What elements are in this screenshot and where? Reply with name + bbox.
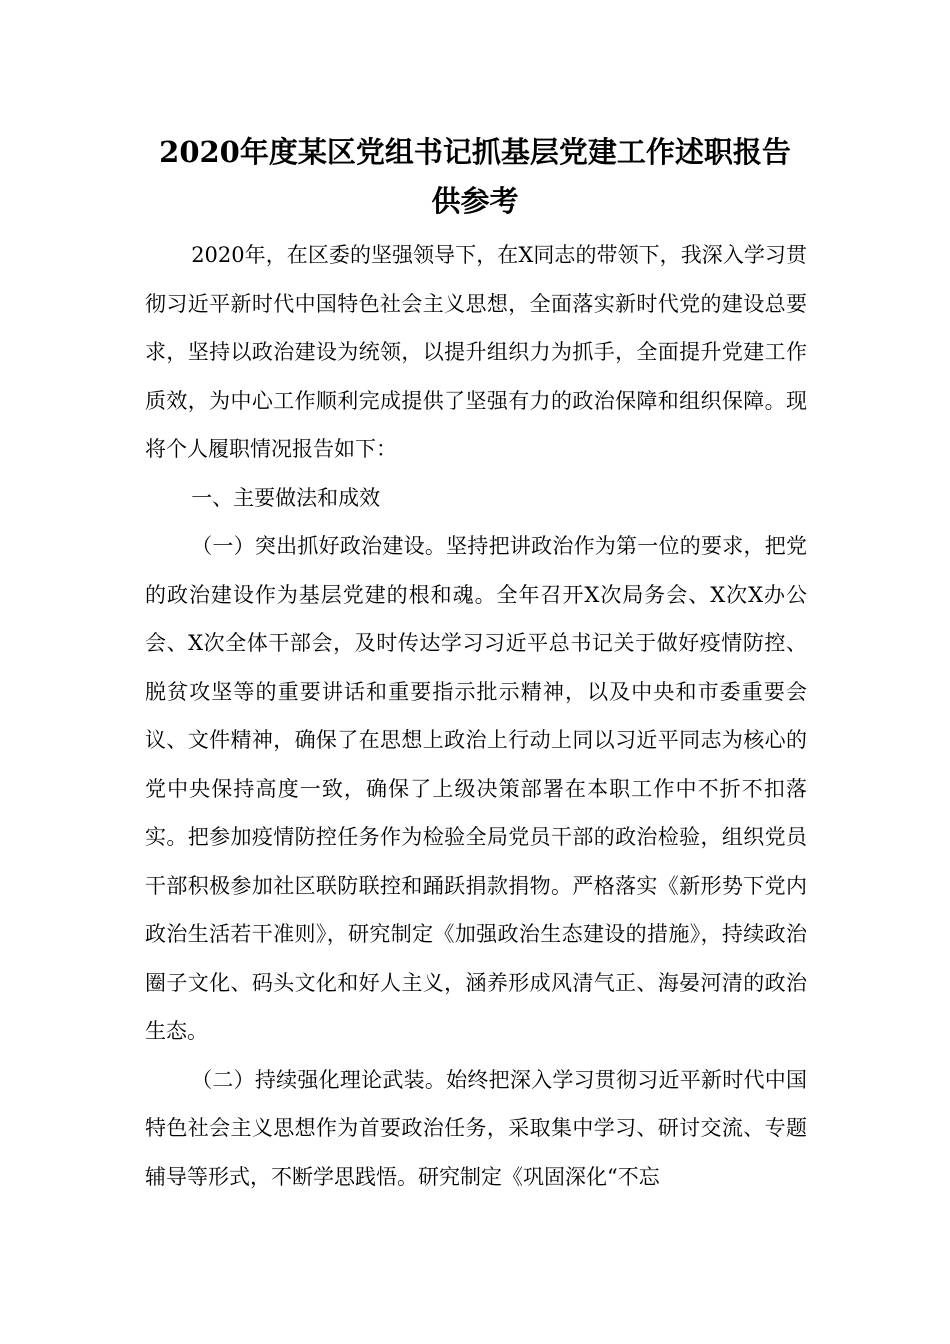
paragraph-political-building: （一）突出抓好政治建设。坚持把讲政治作为第一位的要求，把党的政治建设作为基层党建的根和魂。全年召开X次局务会、X次X办公会、X次全体干部会，及时传达学习习近平总书记关于做好疫情防控、脱贫攻坚等的重要讲话和重要指示批示精神，以及中央和市委重要会议、文件精神，确保了在思想上政治上行动上同以习近平同志为核心的党中央保持高度一致，确保了上级决策部署在本职工作中不折不扣落实。把参加疫情防控任务作为检验全局党员干部的政治检验，组织党员干部积极参加社区联防联控和踊跃捐款捐物。严格落实《新形势下党内政治生活若干准则》，研究制定《加强政治生态建设的措施》，持续政治圈子文化、码头文化和好人主义，涵养形成风清气正、海晏河清的政治生态。 bbox=[145, 534, 807, 1043]
paragraph-theory-study: （二）持续强化理论武装。始终把深入学习贯彻习近平新时代中国特色社会主义思想作为首要政治任务，采取集中学习、研讨交流、专题辅导等形式，不断学思践悟。研究制定《巩固深化“不忘 bbox=[145, 1067, 807, 1189]
document-body bbox=[145, 231, 807, 1201]
paragraph-intro: 2020年，在区委的坚强领导下，在X同志的带领下，我深入学习贯彻习近平新时代中国特色社会主义思想，全面落实新时代党的建设总要求，坚持以政治建设为统领，以提升组织力为抓手，全面提升党建工作质效，为中心工作顺利完成提供了坚强有力的政治保障和组织保障。现将个人履职情况报告如下： bbox=[145, 243, 807, 461]
section-heading-1: 一、主要做法和成效 bbox=[191, 485, 381, 510]
document-title: 2020年度某区党组书记抓基层党建工作述职报告供参考 bbox=[159, 135, 791, 218]
